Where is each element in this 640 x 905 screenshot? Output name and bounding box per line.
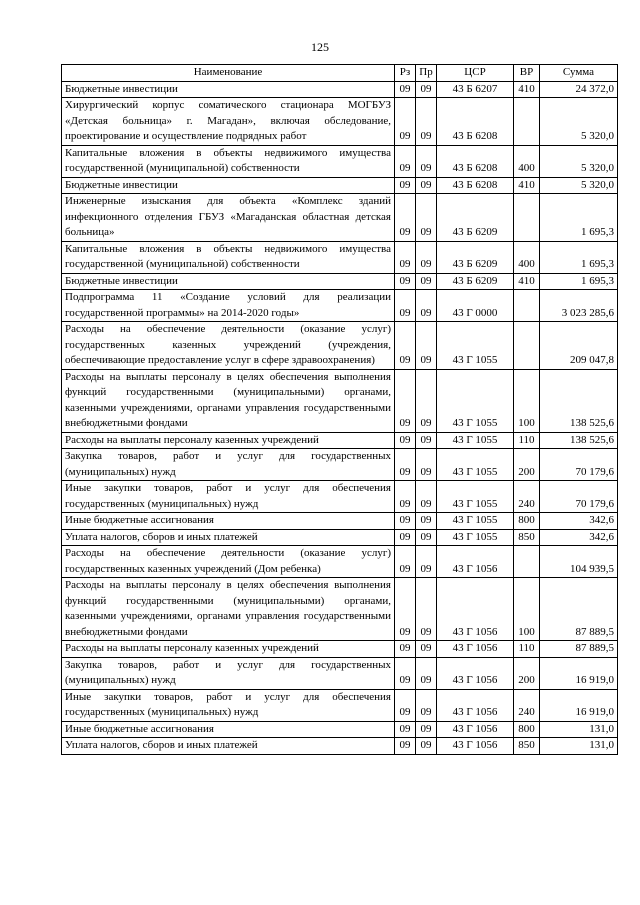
header-vr: ВР [514,65,540,82]
cell-sum: 1 695,3 [540,273,618,290]
cell-rz: 09 [395,273,416,290]
table-row [62,432,618,449]
cell-rz: 09 [395,721,416,738]
budget-table [61,64,618,755]
cell-sum: 3 023 285,6 [540,290,618,322]
cell-pr: 09 [416,513,437,530]
cell-rz: 09 [395,578,416,641]
cell-rz: 09 [395,546,416,578]
cell-pr: 09 [416,578,437,641]
cell-csr: 43 Б 6209 [437,273,514,290]
table-row [62,322,618,370]
cell-csr: 43 Б 6207 [437,81,514,98]
cell-pr: 09 [416,546,437,578]
cell-csr: 43 Г 1056 [437,657,514,689]
cell-name: Расходы на обеспечение деятельности (оказание услуг) государственных казенных учреждений (учреждения, обеспечивающие предоставление услуг в сфере здравоохранения) [62,322,395,370]
cell-csr: 43 Б 6209 [437,241,514,273]
cell-pr: 09 [416,98,437,146]
cell-sum: 16 919,0 [540,657,618,689]
cell-rz: 09 [395,481,416,513]
cell-rz: 09 [395,513,416,530]
cell-sum: 5 320,0 [540,177,618,194]
cell-csr: 43 Г 1055 [437,432,514,449]
cell-name: Иные бюджетные ассигнования [62,513,395,530]
cell-name: Бюджетные инвестиции [62,273,395,290]
table-row [62,98,618,146]
cell-csr: 43 Г 0000 [437,290,514,322]
cell-name: Бюджетные инвестиции [62,177,395,194]
cell-name: Закупка товаров, работ и услуг для государственных (муниципальных) нужд [62,657,395,689]
cell-rz: 09 [395,290,416,322]
cell-name: Расходы на обеспечение деятельности (оказание услуг) государственных казенных учреждений (Дом ребенка) [62,546,395,578]
cell-sum: 104 939,5 [540,546,618,578]
table-row [62,145,618,177]
table-row [62,578,618,641]
cell-vr: 100 [514,369,540,432]
cell-name: Уплата налогов, сборов и иных платежей [62,529,395,546]
cell-sum: 70 179,6 [540,449,618,481]
cell-pr: 09 [416,273,437,290]
cell-vr: 410 [514,81,540,98]
cell-vr [514,290,540,322]
cell-vr [514,98,540,146]
table-row [62,273,618,290]
cell-name: Капитальные вложения в объекты недвижимого имущества государственной (муниципальной) собственности [62,145,395,177]
cell-name: Иные закупки товаров, работ и услуг для обеспечения государственных (муниципальных) нужд [62,689,395,721]
table-row [62,290,618,322]
cell-rz: 09 [395,689,416,721]
cell-vr: 400 [514,241,540,273]
cell-rz: 09 [395,449,416,481]
cell-sum: 70 179,6 [540,481,618,513]
cell-sum: 131,0 [540,721,618,738]
cell-csr: 43 Б 6208 [437,145,514,177]
cell-name: Инженерные изыскания для объекта «Комплекс зданий инфекционного отделения ГБУЗ «Магаданская областная детская больница» [62,194,395,242]
header-pr: Пр [416,65,437,82]
cell-pr: 09 [416,369,437,432]
cell-csr: 43 Б 6208 [437,177,514,194]
cell-csr: 43 Г 1056 [437,721,514,738]
cell-csr: 43 Г 1055 [437,529,514,546]
table-row [62,481,618,513]
cell-csr: 43 Г 1056 [437,546,514,578]
cell-csr: 43 Б 6208 [437,98,514,146]
cell-name: Бюджетные инвестиции [62,81,395,98]
cell-pr: 09 [416,290,437,322]
cell-rz: 09 [395,529,416,546]
cell-name: Расходы на выплаты персоналу в целях обеспечения выполнения функций государственными (муниципальными) органами, казенными учреждениями, органами управления государственными внебюджетными фондами [62,578,395,641]
cell-rz: 09 [395,81,416,98]
cell-name: Подпрограмма 11 «Создание условий для реализации государственной программы» на 2014-2020 годы» [62,290,395,322]
table-row [62,194,618,242]
cell-vr: 800 [514,721,540,738]
cell-pr: 09 [416,194,437,242]
cell-pr: 09 [416,689,437,721]
cell-vr: 100 [514,578,540,641]
table-row [62,81,618,98]
cell-csr: 43 Г 1056 [437,578,514,641]
header-sum: Сумма [540,65,618,82]
cell-vr: 200 [514,449,540,481]
cell-rz: 09 [395,194,416,242]
cell-csr: 43 Г 1055 [437,322,514,370]
table-row [62,721,618,738]
table-header-row [62,65,618,82]
cell-sum: 138 525,6 [540,369,618,432]
cell-vr: 410 [514,273,540,290]
cell-vr: 110 [514,641,540,658]
cell-name: Иные закупки товаров, работ и услуг для обеспечения государственных (муниципальных) нужд [62,481,395,513]
cell-sum: 209 047,8 [540,322,618,370]
cell-sum: 87 889,5 [540,578,618,641]
cell-rz: 09 [395,657,416,689]
table-row [62,641,618,658]
cell-name: Закупка товаров, работ и услуг для государственных (муниципальных) нужд [62,449,395,481]
cell-rz: 09 [395,641,416,658]
cell-sum: 1 695,3 [540,194,618,242]
cell-rz: 09 [395,98,416,146]
cell-sum: 24 372,0 [540,81,618,98]
cell-sum: 342,6 [540,513,618,530]
table-row [62,369,618,432]
cell-csr: 43 Г 1056 [437,689,514,721]
cell-vr [514,194,540,242]
cell-pr: 09 [416,641,437,658]
cell-rz: 09 [395,177,416,194]
cell-pr: 09 [416,529,437,546]
cell-csr: 43 Г 1055 [437,481,514,513]
cell-name: Иные бюджетные ассигнования [62,721,395,738]
cell-name: Капитальные вложения в объекты недвижимого имущества государственной (муниципальной) собственности [62,241,395,273]
cell-vr: 110 [514,432,540,449]
cell-rz: 09 [395,145,416,177]
cell-sum: 5 320,0 [540,98,618,146]
table-row [62,689,618,721]
table-row [62,449,618,481]
cell-csr: 43 Г 1056 [437,641,514,658]
cell-sum: 131,0 [540,738,618,755]
cell-vr: 400 [514,145,540,177]
cell-rz: 09 [395,241,416,273]
cell-pr: 09 [416,177,437,194]
header-rz: Рз [395,65,416,82]
cell-vr: 850 [514,529,540,546]
cell-vr: 240 [514,689,540,721]
cell-pr: 09 [416,449,437,481]
cell-name: Хирургический корпус соматического стационара МОГБУЗ «Детская больница» г. Магадан», включая обследование, проектирование и осуществление подрядных работ [62,98,395,146]
cell-pr: 09 [416,721,437,738]
cell-rz: 09 [395,432,416,449]
cell-rz: 09 [395,369,416,432]
cell-csr: 43 Г 1055 [437,513,514,530]
table-row [62,546,618,578]
cell-sum: 138 525,6 [540,432,618,449]
header-csr: ЦСР [437,65,514,82]
cell-rz: 09 [395,322,416,370]
cell-name: Расходы на выплаты персоналу казенных учреждений [62,432,395,449]
cell-sum: 1 695,3 [540,241,618,273]
table-body [62,81,618,754]
cell-vr: 240 [514,481,540,513]
cell-name: Уплата налогов, сборов и иных платежей [62,738,395,755]
cell-pr: 09 [416,481,437,513]
cell-vr [514,322,540,370]
cell-rz: 09 [395,738,416,755]
table-row [62,177,618,194]
cell-sum: 342,6 [540,529,618,546]
cell-pr: 09 [416,241,437,273]
cell-pr: 09 [416,322,437,370]
table-row [62,738,618,755]
table-row [62,241,618,273]
cell-sum: 5 320,0 [540,145,618,177]
cell-pr: 09 [416,657,437,689]
page-number: 125 [311,40,329,54]
cell-pr: 09 [416,81,437,98]
cell-sum: 16 919,0 [540,689,618,721]
header-name: Наименование [62,65,395,82]
table-row [62,529,618,546]
cell-name: Расходы на выплаты персоналу в целях обеспечения выполнения функций государственными (муниципальными) органами, казенными учреждениями, органами управления государственными внебюджетными фондами [62,369,395,432]
table-row [62,513,618,530]
cell-pr: 09 [416,738,437,755]
cell-csr: 43 Г 1055 [437,449,514,481]
table-row [62,657,618,689]
cell-vr: 800 [514,513,540,530]
cell-pr: 09 [416,145,437,177]
cell-csr: 43 Б 6209 [437,194,514,242]
cell-pr: 09 [416,432,437,449]
cell-vr: 850 [514,738,540,755]
cell-csr: 43 Г 1055 [437,369,514,432]
cell-csr: 43 Г 1056 [437,738,514,755]
cell-vr: 200 [514,657,540,689]
cell-vr: 410 [514,177,540,194]
cell-vr [514,546,540,578]
cell-name: Расходы на выплаты персоналу казенных учреждений [62,641,395,658]
cell-sum: 87 889,5 [540,641,618,658]
